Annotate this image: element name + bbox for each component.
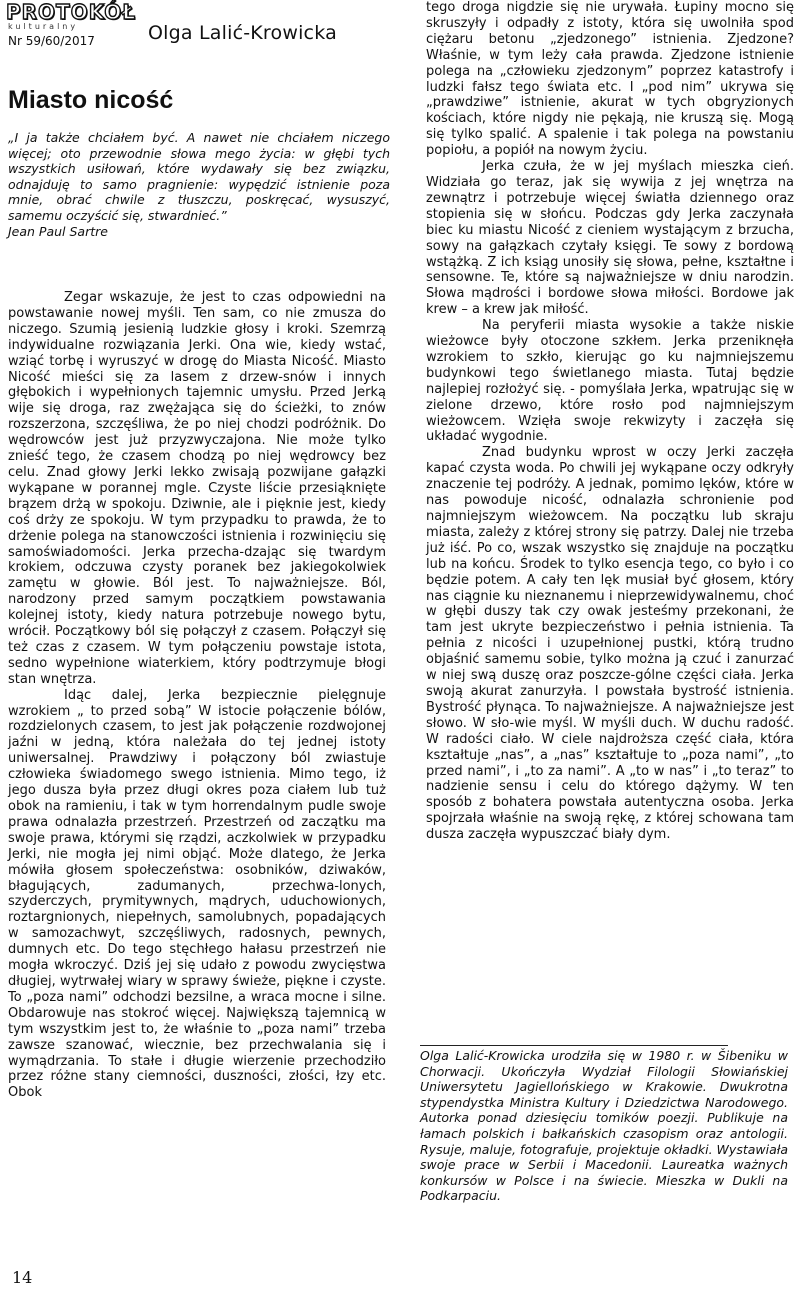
- magazine-logo: PROTOKÓŁ: [6, 0, 137, 24]
- author-bio: Olga Lalić-Krowicka urodziła się w 1980 r. w Šibeniku w Chorwacji. Ukończyła Wydział Filologii Słowiańskiej Uniwersytetu Jagiellońskiego w Krakowie. Dwukrotna stypendystka Ministra Kultury i Dziedzictwa Narodowego. Autorka ponad dziesięciu tomików poezji. Publikuje na łamach polskich i bałkańskich czasopism oraz antologii. Rysuje, maluje, fotografuje, projektuje okładki. Wystawiała swoje prace w Serbii i Macedonii. Laureatka ważnych konkursów w Polsce i na świecie. Mieszka w Dukli na Podkarpaciu.: [420, 1048, 788, 1204]
- article-column-left: [8, 290, 386, 1101]
- paragraph: Jerka czuła, że w jej myślach mieszka cień. Widziała go teraz, jak się wywija z jej wnętrza na zewnątrz i potrzebuje więcej światła dziennego oraz stopienia się w słońcu. Podczas gdy Jerka zaczynała biec ku miastu Nicość z cieniem wystającym z brzucha, sowy na gałązkach czytały księgi. Te sowy z bordową wstążką. Z ich ksiąg unosiły się słowa, pełne, kształtne i sensowne. Te, które są najważniejsze w dniu narodzin. Słowa mądrości i bordowe słowa miłości. Bordowe jak krew – a krew jak miłość.: [426, 159, 794, 318]
- author-name: Olga Lalić-Krowicka: [148, 22, 337, 44]
- article-column-right: [426, 0, 794, 843]
- paragraph: Idąc dalej, Jerka bezpiecznie pielęgnuje wzrokiem „ to przed sobą” W istocie połączenie bólów, rozdzielonych czasem, to jest jak połączenie rozdwojonej jaźni w jedną, która należała do tej jednej istoty uniwersalnej. Prawdziwy i połączony ból zwiastuje człowieka świadomego swego istnienia. Mimo tego, iż jego dusza była przez długi okres poza ciałem lub tuż obok na ramieniu, i tak w tym horrendalnym pudle swoje prawa odnalazła przestrzeń. Przestrzeń od zaczątku ma swoje prawa, którymi się rządzi, aczkolwiek w przypadku Jerki, nie mogła jej nimi objąć. Może dlatego, że Jerka mówiła głosem społeczeństwa: osobników, dziwaków, błagujących, zadumanych, przechwa-lonych, szyderczych, prymitywnych, mądrych, uduchowionych, roztargnionych, niepełnych, samolubnych, popadających w samozachwyt, szczęśliwych, radosnych, pewnych, dumnych etc. Do tego stęchłego hałasu przestrzeń nie mogła wkroczyć. Dziś jej się udało z powodu zwycięstwa długiej, wytrwałej wiary w sprawy świeże, piękne i czyste. To „poza nami” odchodzi bezsilne, a wraca mocne i silne. Obdarowuje nas stokroć więcej. Największą tajemnicą w tym wszystkim jest to, że właśnie to „poza nami” trzeba zawsze szanować, wiecznie, bez przechwalania się i wymądrzania. To stałe i długie wierzenie przechodziło przez różne stany ciemności, duszności, złości, łzy etc. Obok: [8, 687, 386, 1101]
- epigraph: [8, 130, 390, 239]
- paragraph: Na peryferii miasta wysokie a także niskie wieżowce były otoczone szkłem. Jerka przeniknęła wzrokiem to szkło, kierując go ku najmniejszemu budynkowi tego świetlanego miasta. Tutaj będzie najlepiej rozłożyć się. - pomyślała Jerka, wpatrując się w zielone drzewo, które rosło pod najmniejszym wieżowcem. Wzięła swoje rekwizyty i zaczęła się układać wygodnie.: [426, 318, 794, 445]
- issue-number: Nr 59/60/2017: [8, 34, 95, 48]
- paragraph: Znad budynku wprost w oczy Jerki zaczęła kapać czysta woda. Po chwili jej wykąpane oczy odkryły znaczenie tej podróży. A jednak, pomimo lęków, które w nas powoduje nicość, odnalazła schronienie pod najmniejszym wieżowcem. Na początku lub skraju miasta, zależy z której strony się patrzy. Dalej nie trzeba już iść. Po co, wszak wszystko się znajduje na początku lub na końcu. Środek to tylko esencja tego, co było i co będzie potem. A cały ten lęk musiał być głosem, który nas ciągnie ku nieznanemu i nieprzewidywalnemu, choć w głębi duszy tak czy owak jesteśmy przekonani, że tam jest ukryte bezpieczeństwo i pełnia istnienia. Ta pełnia z nicości i uzupełnionej pustki, którą trudno objaśnić samemu sobie, tylko można ją czuć i zanurzać w niej swą duszę oraz poszcze-gólne części ciała. Jerka swoją akurat zanurzyła. I powstała bystrość istnienia. Bystrość płynąca. To najważniejsze. A najważniejsze jest słowo. W sło-wie myśl. W myśli duch. W duchu radość. W radości ciało. W ciele najdroższa część ciała, która kształtuje „nas”, a „nas” kształtuje to „poza nami”, „to przed nami”, i „to za nami”. A „to w nas” i „to teraz” to nadzienie sensu i celu do którego dążymy. W ten sposób z bohatera powstała autentyczna osoba. Jerka spojrzała właśnie na swoją rękę, z której schowana tam dusza zaczęła wypuszczać biały dym.: [426, 445, 794, 843]
- epigraph-quote: „I ja także chciałem być. A nawet nie chciałem niczego więcej; oto przewodnie słowa mego życia: w głębi tych wszystkich usiłowań, które wydawały się bez związku, odnajduję to samo pragnienie: wypędzić istnienie poza mnie, obrać chwile z tłuszczu, poskręcać, wysuszyć, samemu oczyścić się, stwardnieć.”: [8, 130, 390, 223]
- article-title: Miasto nicość: [8, 86, 174, 114]
- page-number: 14: [12, 1268, 33, 1287]
- epigraph-author: Jean Paul Sartre: [8, 223, 108, 239]
- bio-divider: [420, 1045, 728, 1046]
- paragraph-continued: tego droga nigdzie się nie urywała. Łupiny mocno się skruszyły i odpadły z istoty, która się uwolniła spod ciężaru betonu „zjedzonego” istnienia. Zjedzone? Właśnie, w tym leży cała prawda. Zjedzone istnienie polega na „człowieku zjedzonym” poprzez katastrofy i ludzki fałsz tego świata etc. I „pod nim” ukrywa się „prawdziwe” istnienie, akurat w tych obgryzionych kościach, które nigdy nie pękają, nie kruszą się. Mogą się tylko spalić. A spalenie i tak polega na powstaniu popiołu, a popiół na nowym życiu.: [426, 0, 794, 159]
- paragraph: Zegar wskazuje, że jest to czas odpowiedni na powstawanie nowej myśli. Ten sam, co nie zmusza do niczego. Szumią jesienią ludzkie głosy i kroki. Szemrzą indywidualne rozwiązania Jerki. Ona wie, kiedy wstać, wziąć torbę i wyruszyć w drogę do Miasta Nicość. Miasto Nicość mieści się za lasem z drzew-snów i innych głębokich i wypełnionych tajemnic umysłu. Przed Jerką wije się droga, raz zwężająca się do ścieżki, to znów rozszerzona, szczęśliwa, że po niej chodzi podróżnik. Do wędrowców jest już przyzwyczajona. Nie może tylko znieść tego, że czasem chodzą po niej wędrowcy bez celu. Znad głowy Jerki lekko zwisają pozwijane gałązki wykąpane w porannej mgle. Czyste liście przesiąknięte brązem drżą w spokoju. Dziwnie, ale i pięknie jest, kiedy coś drży ze spokoju. W tym przypadku to prawda, że to drżenie polega na stanowczości istnienia i rozwinięciu się samoświadomości. Jerka przecha-dzając się twardym krokiem, odczuwa czysty poranek bez jakiegokolwiek zamętu w głowie. Ból jest. To najważniejsze. Ból, narodzony przed samym początkiem powstawania kolejnej istoty, kiedy natura potrzebuje nowego bytu, wrócił. Początkowy ból się połączył z czasem. Połączył się też czas z czasem. W tym połączeniu powstaje istota, sedno wypełnione wiaterkiem, który podtrzymuje błogi stan wnętrza.: [8, 290, 386, 687]
- magazine-logo-subtitle: kulturalny: [8, 22, 79, 31]
- masthead: [6, 2, 146, 48]
